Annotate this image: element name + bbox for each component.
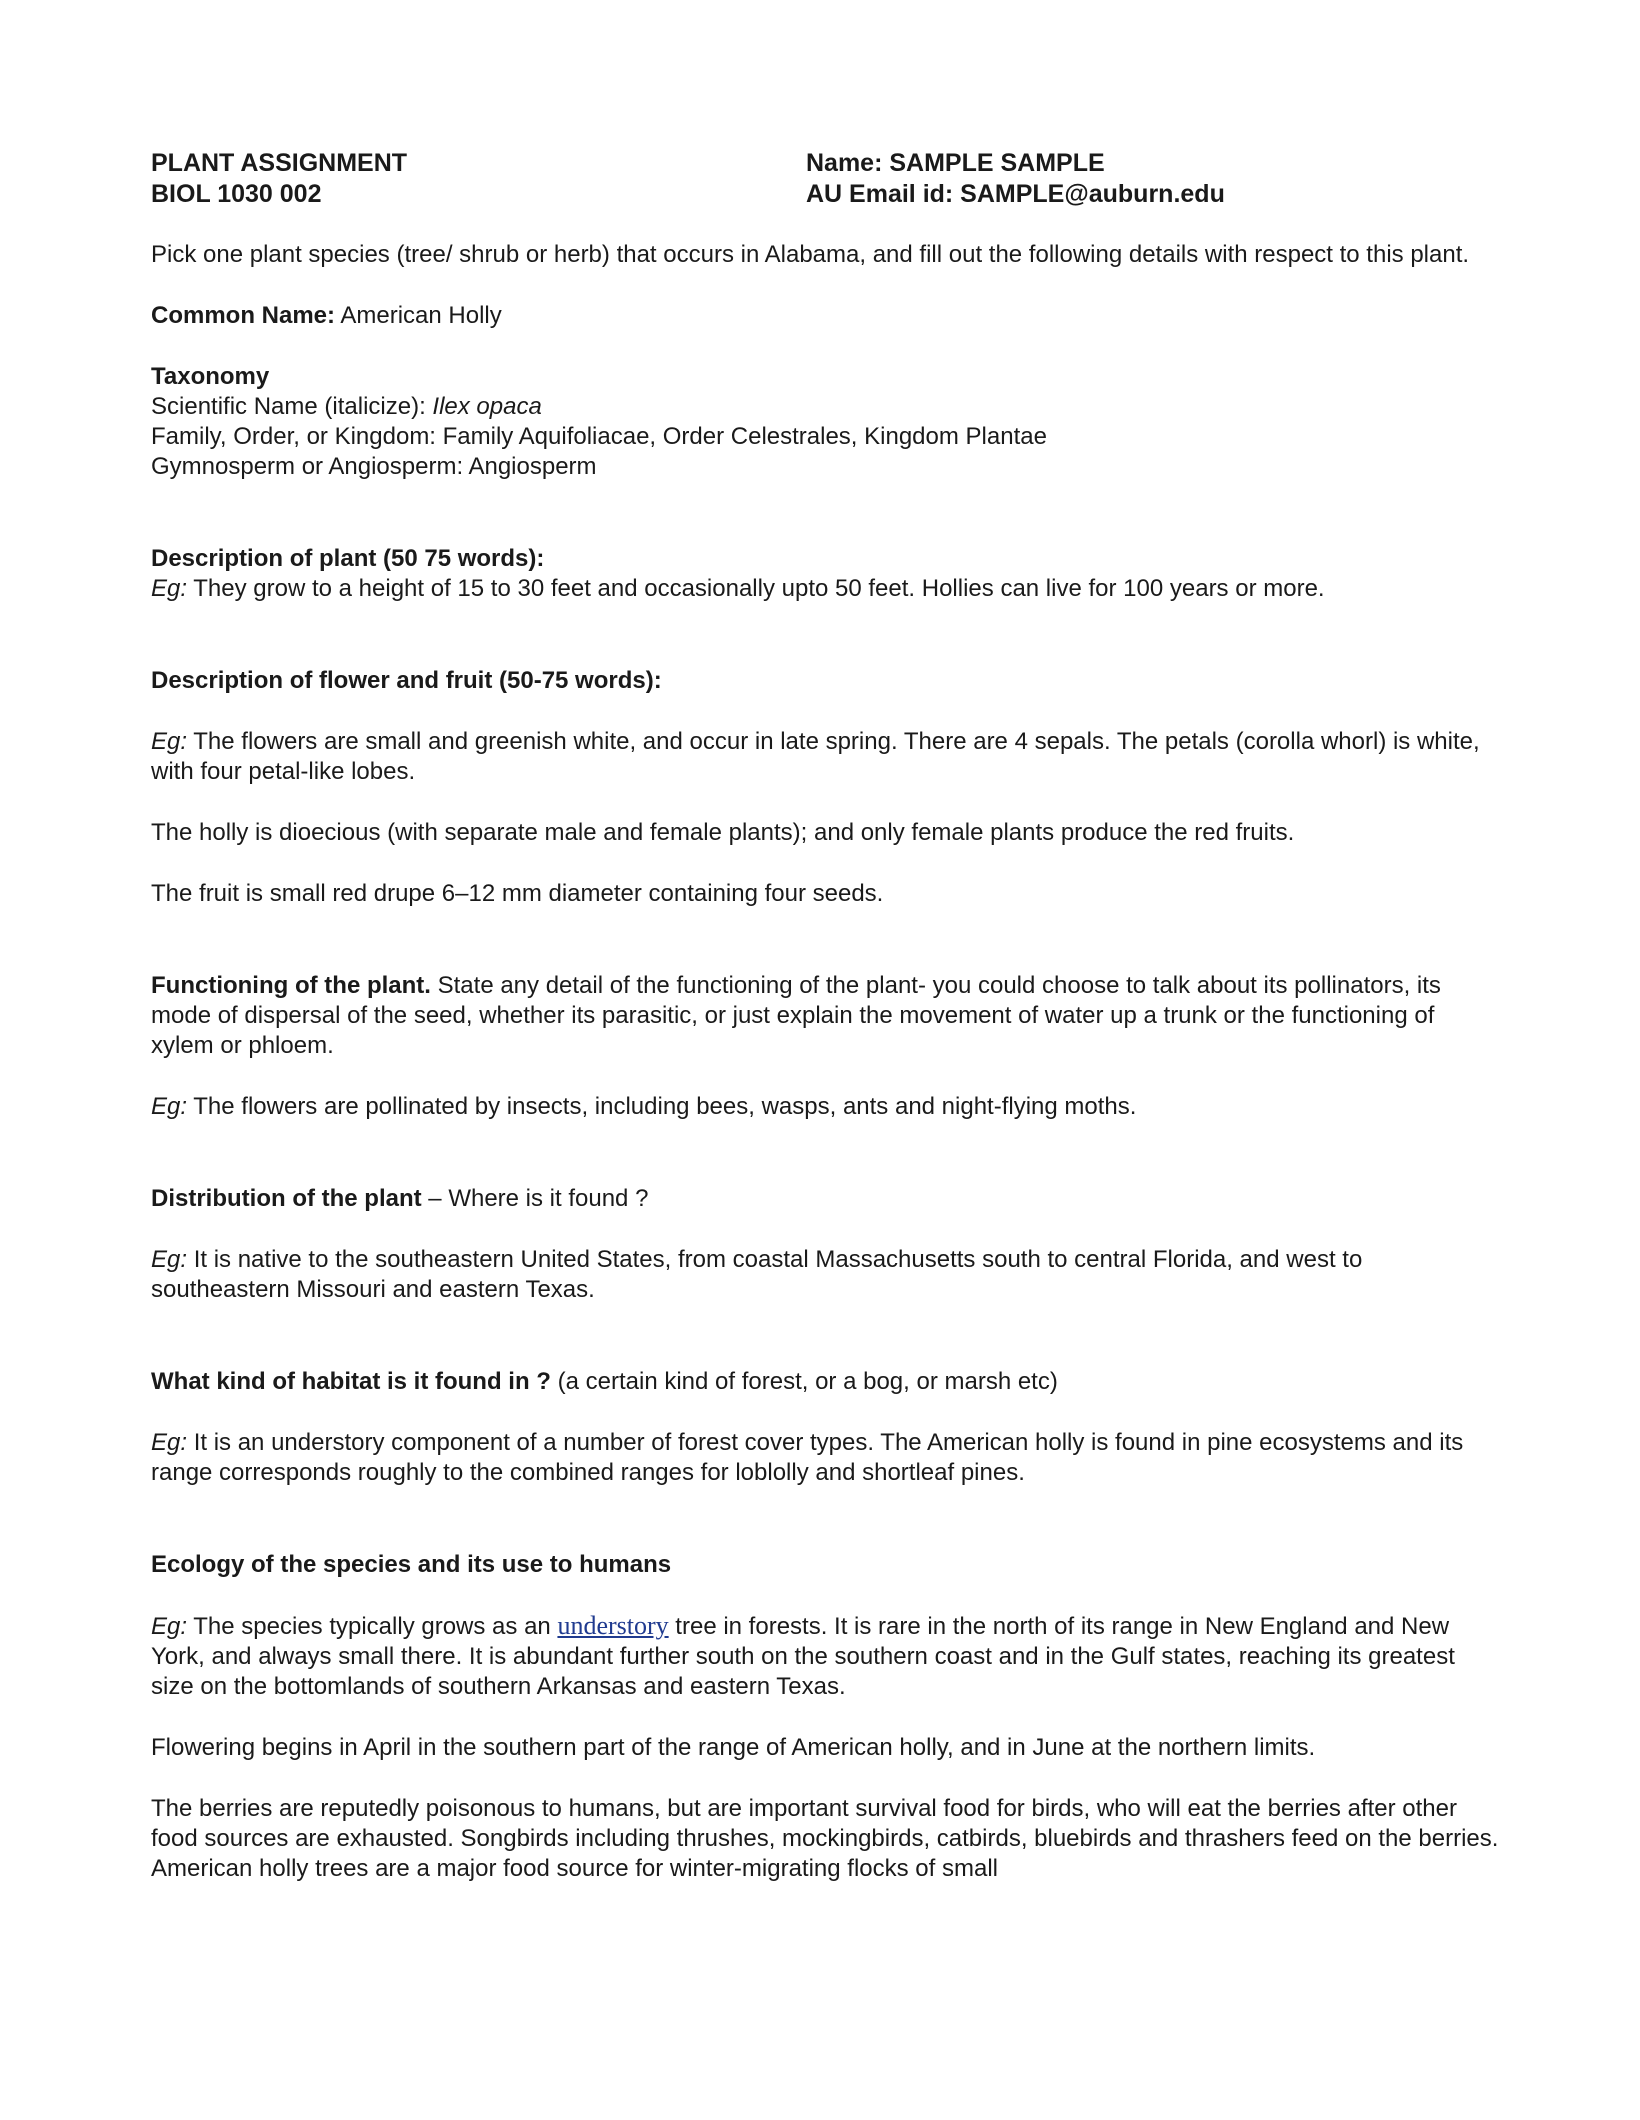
functioning-prompt-body: State any detail of the functioning of the plant- you could choose to talk about its pollinators, its mode of dispersal of the seed, whether its parasitic, or just explain the movement of water up a trunk or the functioning of xylem or phloem. <box>151 972 1441 1059</box>
description-section <box>151 544 1500 604</box>
distribution-answer-body: It is native to the southeastern United States, from coastal Massachusetts south to central Florida, and west to southeastern Missouri and eastern Texas. <box>151 1246 1363 1303</box>
functioning-heading: Functioning of the plant. <box>151 972 431 999</box>
ecology-heading: Ecology of the species and its use to humans <box>151 1551 672 1578</box>
description-body: They grow to a height of 15 to 30 feet and occasionally upto 50 feet. Hollies can live for 100 years or more. <box>187 575 1325 602</box>
flower-section <box>151 666 1500 909</box>
eg-label: Eg: <box>151 575 188 602</box>
flower-heading: Description of flower and fruit (50-75 words): <box>151 667 662 694</box>
distribution-answer <box>151 1245 1500 1305</box>
eg-label: Eg: <box>151 1429 188 1456</box>
habitat-section <box>151 1367 1500 1488</box>
flower-p2: The holly is dioecious (with separate male and female plants); and only female plants produce the red fruits. <box>151 819 1295 846</box>
functioning-answer <box>151 1092 1500 1122</box>
course-code: BIOL 1030 002 <box>151 180 322 208</box>
assignment-title: PLANT ASSIGNMENT <box>151 149 408 177</box>
ecology-p1-rest: tree in forests. It is rare in the north of its range in New England and New York, and always small there. It is abundant further south on the southern coast and in the Gulf states, reaching its greatest size on the bottomlands of southern Arkansas and eastern Texas. <box>151 1613 1455 1700</box>
ecology-p1 <box>151 1611 1500 1702</box>
header-right <box>806 148 1225 210</box>
document-header <box>151 148 1500 210</box>
description-heading: Description of plant (50 75 words): <box>151 545 545 572</box>
eg-label: Eg: <box>151 1093 188 1120</box>
eg-label: Eg: <box>151 728 188 755</box>
functioning-section <box>151 971 1500 1122</box>
ecology-p3: The berries are reputedly poisonous to humans, but are important survival food for birds, who will eat the berries after other food sources are exhausted. Songbirds including thrushes, mockingbirds, catbirds, bluebirds and thrashers feed on the berries. American holly trees are a major food source for winter-migrating flocks of small <box>151 1795 1499 1882</box>
habitat-prompt-body: (a certain kind of forest, or a bog, or marsh etc) <box>550 1368 1058 1395</box>
habitat-prompt <box>151 1367 1500 1397</box>
understory-link[interactable]: understory <box>557 1611 669 1640</box>
eg-label: Eg: <box>151 1246 188 1273</box>
distribution-prompt-body: – Where is it found ? <box>421 1185 649 1212</box>
intro-text: Pick one plant species (tree/ shrub or herb) that occurs in Alabama, and fill out the following details with respect to this plant. <box>151 241 1470 268</box>
family-line: Family, Order, or Kingdom: Family Aquifoliacae, Order Celestrales, Kingdom Plantae <box>151 423 1047 450</box>
student-email: AU Email id: SAMPLE@auburn.edu <box>806 180 1225 208</box>
ecology-p1-start: The species typically grows as an <box>187 1613 558 1640</box>
ecology-section <box>151 1550 1500 1884</box>
gymnosperm-line: Gymnosperm or Angiosperm: Angiosperm <box>151 453 597 480</box>
ecology-p2: Flowering begins in April in the southern part of the range of American holly, and in June at the northern limits. <box>151 1734 1316 1761</box>
common-name-value: American Holly <box>335 302 502 329</box>
distribution-heading: Distribution of the plant <box>151 1185 422 1212</box>
common-name-label: Common Name: <box>151 302 336 329</box>
taxonomy-heading: Taxonomy <box>151 363 270 390</box>
scientific-name-value: Ilex opaca <box>432 393 542 420</box>
habitat-answer-body: It is an understory component of a number of forest cover types. The American holly is found in pine ecosystems and its range corresponds roughly to the combined ranges for loblolly and shortleaf pines. <box>151 1429 1464 1486</box>
flower-p1-body: The flowers are small and greenish white, and occur in late spring. There are 4 sepals. The petals (corolla whorl) is white, with four petal-like lobes. <box>151 728 1480 785</box>
distribution-prompt <box>151 1184 1500 1214</box>
distribution-section <box>151 1184 1500 1305</box>
taxonomy-section <box>151 362 1500 482</box>
scientific-name-label: Scientific Name (italicize): <box>151 393 433 420</box>
functioning-prompt <box>151 971 1500 1061</box>
functioning-answer-body: The flowers are pollinated by insects, including bees, wasps, ants and night-flying moths. <box>187 1093 1137 1120</box>
eg-label: Eg: <box>151 1613 188 1640</box>
student-name: Name: SAMPLE SAMPLE <box>806 149 1105 177</box>
common-name-line <box>151 301 1500 331</box>
description-text <box>151 574 1500 604</box>
flower-p3: The fruit is small red drupe 6–12 mm diameter containing four seeds. <box>151 880 884 907</box>
scientific-name-line <box>151 392 1500 422</box>
habitat-heading: What kind of habitat is it found in ? <box>151 1368 551 1395</box>
header-left <box>151 148 806 210</box>
habitat-answer <box>151 1428 1500 1488</box>
flower-p1 <box>151 727 1500 787</box>
